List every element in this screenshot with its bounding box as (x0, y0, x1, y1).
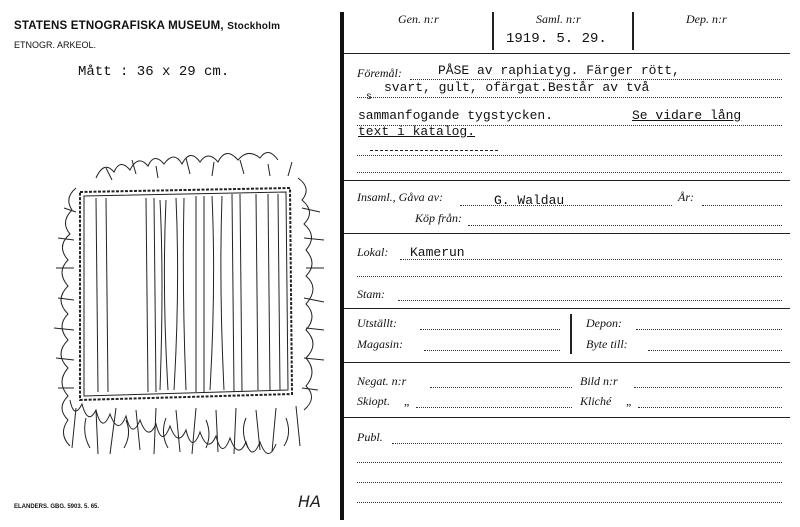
depon-divider (570, 314, 572, 354)
utstallt-label: Utställt: (357, 316, 398, 330)
negat-bottom-line (344, 417, 790, 418)
magasin-dotline (424, 350, 560, 351)
ar-dotline (702, 205, 782, 206)
museum-city: Stockholm (227, 21, 281, 32)
depon-label: Depon: (586, 316, 622, 330)
negat-dotline (430, 387, 572, 388)
department-label: ETNOGR. ARKEOL. (14, 40, 97, 50)
lokal-dotline-1 (400, 259, 782, 260)
utstallt-dotline (420, 329, 560, 330)
magasin-bottom-line (344, 362, 790, 363)
saml-value: 1919. 5. 29. (506, 31, 607, 47)
publ-dotline-4 (357, 502, 782, 503)
skiopt-label: Skiopt. (357, 394, 390, 408)
fringe-left (54, 188, 76, 446)
insaml-label: Insaml., Gåva av: (357, 190, 443, 204)
publ-dotline-2 (357, 462, 782, 463)
printer-imprint: ELANDERS. GBG. 5903. 5. 65. (14, 504, 100, 510)
cliche-mark: „ (626, 394, 632, 408)
byte-dotline (648, 350, 782, 351)
foremal-line-2: svart, gult, ofärgat.Består av två (384, 80, 650, 95)
negat-label: Negat. n:r (357, 374, 407, 388)
dimensions-text: Mått : 36 x 29 cm. (78, 64, 230, 80)
kop-label: Köp från: (415, 211, 463, 225)
foremal-dash-underline (370, 150, 498, 151)
museum-name (14, 20, 280, 32)
cliche-label: Kliché (580, 394, 612, 408)
publ-dotline-1 (392, 443, 782, 444)
publ-dotline-3 (357, 482, 782, 483)
card-divider (340, 12, 344, 520)
magasin-label: Magasin: (357, 337, 403, 351)
saml-label: Saml. n:r (536, 12, 581, 26)
fringe-bottom (70, 400, 300, 454)
fringe-right (298, 178, 324, 410)
insaml-value: G. Waldau (494, 193, 565, 208)
foremal-dotline-4 (357, 155, 782, 156)
header-bottom-line (344, 53, 790, 54)
skiopt-mark: „ (404, 394, 410, 408)
header-divider-2 (632, 12, 634, 50)
foremal-line-3a: sammanfogande tygstycken. (358, 108, 554, 123)
lokal-label: Lokal: (357, 245, 389, 259)
foremal-line-3b: Se vidare lång (632, 108, 742, 123)
foremal-line-4: text i katalog. (358, 124, 476, 139)
museum-name-text: STATENS ETNOGRAFISKA MUSEUM, (14, 20, 224, 32)
bag-body (80, 188, 292, 400)
foremal-dotline-5 (357, 172, 782, 173)
foremal-bottom-line (344, 180, 790, 181)
bag-drawing (36, 138, 336, 468)
kop-dotline (468, 225, 782, 226)
gen-label: Gen. n:r (398, 12, 439, 26)
dep-label: Dep. n:r (686, 12, 727, 26)
stam-dotline (398, 300, 782, 301)
ar-label: År: (678, 190, 694, 204)
depon-dotline (636, 329, 782, 330)
byte-label: Byte till: (586, 337, 628, 351)
stam-bottom-line (344, 308, 790, 309)
stam-label: Stam: (357, 287, 385, 301)
bild-dotline (634, 387, 782, 388)
header-divider-1 (492, 12, 494, 50)
handwritten-initials: HA (298, 492, 321, 511)
insaml-dotline (460, 205, 672, 206)
lokal-value: Kamerun (410, 245, 465, 260)
skiopt-dotline (416, 407, 572, 408)
cliche-dotline (638, 407, 782, 408)
publ-label: Publ. (357, 430, 383, 444)
insaml-bottom-line (344, 233, 790, 234)
foremal-label: Föremål: (357, 66, 402, 80)
correction-mark: s (366, 92, 373, 103)
lokal-dotline-2 (357, 276, 782, 277)
fringe-top (96, 152, 292, 180)
foremal-line-1: PÅSE av raphiatyg. Färger rött, (438, 63, 680, 78)
bild-label: Bild n:r (580, 374, 618, 388)
foremal-dotline-2 (357, 97, 782, 98)
